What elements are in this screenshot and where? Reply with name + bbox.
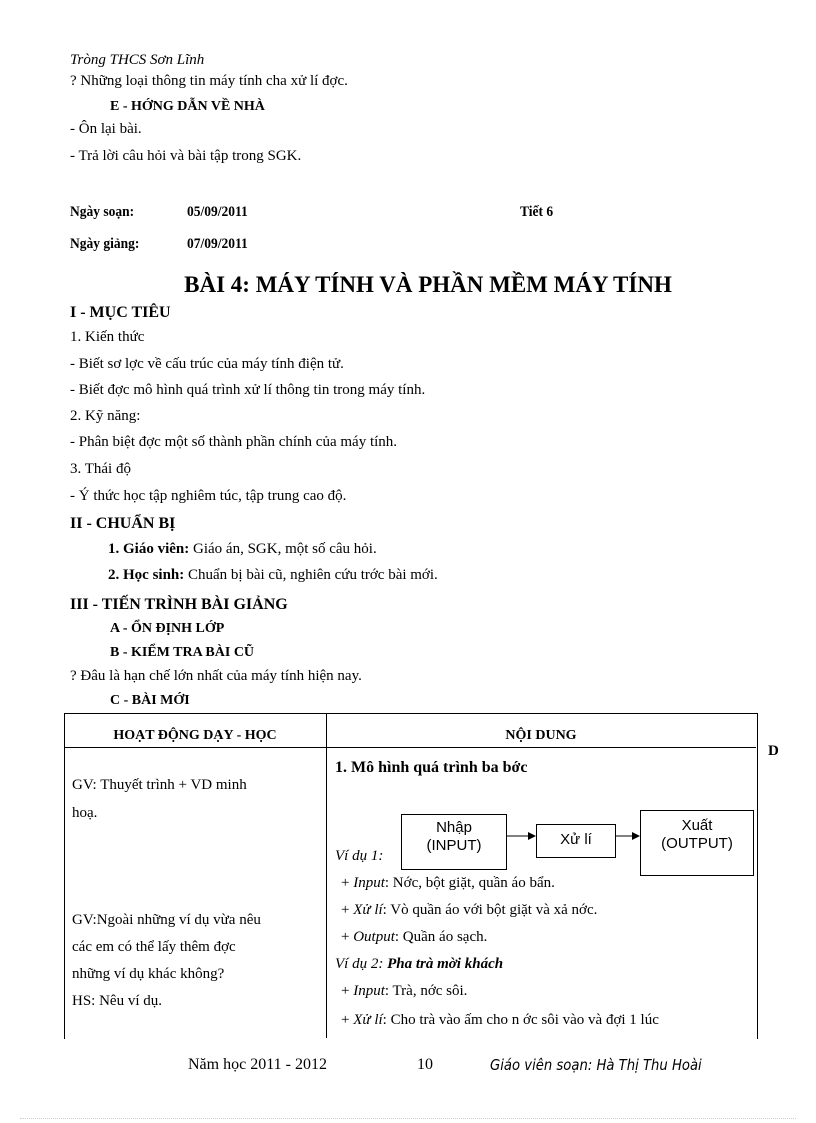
objective-line-3: - Biết đợc mô hình quá trình xử lí thông tin trong máy tính. bbox=[70, 382, 426, 398]
teach-date-label: Ngày giảng: bbox=[70, 236, 140, 252]
prepare-heading: II - CHUẨN BỊ bbox=[70, 515, 176, 532]
footer-dotted-rule bbox=[20, 1118, 796, 1119]
section-e-heading: E - HỚNG DẪN VỀ NHÀ bbox=[110, 99, 265, 114]
review-question-2: ? Đâu là hạn chế lớn nhất của máy tính hiện nay. bbox=[70, 668, 362, 684]
example-1-line-2-text: : Vò quần áo với bột giặt và xả nớc. bbox=[382, 902, 598, 918]
objective-line-1: 1. Kiến thức bbox=[70, 329, 145, 345]
school-header: Tròng THCS Sơn Lĩnh bbox=[70, 52, 205, 68]
example-1-line-3: + Output: Quần áo sạch. bbox=[341, 929, 488, 945]
input-box-line-2: (INPUT) bbox=[426, 837, 482, 854]
prep-date: 05/09/2011 bbox=[187, 204, 248, 220]
objective-line-4: 2. Kỹ năng: bbox=[70, 408, 141, 424]
col-header-content: NỘI DUNG bbox=[505, 728, 577, 743]
lesson-title: BÀI 4: MÁY TÍNH VÀ PHẦN MỀM MÁY TÍNH bbox=[184, 272, 672, 297]
left-gv2-c: những ví dụ khác không? bbox=[72, 966, 225, 982]
lesson-number: Tiết 6 bbox=[520, 204, 554, 220]
margin-letter: D bbox=[768, 743, 779, 759]
example-1-line-1: + Input: Nớc, bột giặt, quần áo bẩn. bbox=[341, 875, 555, 891]
step-a: A - ỔN ĐỊNH LỚP bbox=[110, 621, 225, 636]
objectives-heading: I - MỤC TIÊU bbox=[70, 304, 171, 321]
left-gv1-a: GV: Thuyết trình + VD minh bbox=[72, 777, 247, 793]
example-2-line-1-label: Input bbox=[353, 983, 385, 999]
example-1-line-1-label: Input bbox=[353, 875, 385, 891]
example-1-line-1-text: : Nớc, bột giặt, quần áo bẩn. bbox=[384, 875, 555, 891]
prepare-teacher-label: 1. Giáo viên: bbox=[108, 541, 190, 557]
content-heading: 1. Mô hình quá trình ba bớc bbox=[335, 759, 528, 776]
example-1-line-2-label: Xử lí bbox=[353, 902, 383, 918]
footer-page-number: 10 bbox=[417, 1056, 433, 1073]
example-2-line-1: + Input: Trà, nớc sôi. bbox=[341, 983, 468, 999]
example-1-line-3-label: Output bbox=[353, 929, 395, 945]
left-gv2-a: GV:Ngoài những ví dụ vừa nêu bbox=[72, 912, 261, 928]
example-2-line-1-text: : Trà, nớc sôi. bbox=[384, 983, 468, 999]
example-1-label: Ví dụ 1: bbox=[335, 848, 384, 864]
objective-line-2: - Biết sơ lợc về cấu trúc của máy tính điện tử. bbox=[70, 356, 344, 372]
prepare-student-label: 2. Học sinh: bbox=[108, 567, 185, 583]
example-2-line-2-label: Xử lí bbox=[353, 1012, 383, 1028]
col-header-activity: HOẠT ĐỘNG DẠY - HỌC bbox=[113, 728, 277, 743]
example-1-line-2: + Xử lí: Vò quần áo với bột giặt và xả nớc. bbox=[341, 902, 598, 918]
prepare-student-text: Chuẩn bị bài cũ, nghiên cứu trớc bài mới. bbox=[184, 567, 438, 583]
step-c: C - BÀI MỚI bbox=[110, 693, 190, 708]
example-2-label: Ví dụ 2: bbox=[335, 956, 384, 972]
objective-line-6: 3. Thái độ bbox=[70, 461, 131, 477]
footer-year: Năm học 2011 - 2012 bbox=[188, 1056, 327, 1073]
homework-item-2: - Trả lời câu hỏi và bài tập trong SGK. bbox=[70, 148, 302, 164]
example-2-line-2-text: : Cho trà vào ấm cho n ớc sôi vào và đợi 1 lúc bbox=[382, 1012, 659, 1028]
prep-date-label: Ngày soạn: bbox=[70, 204, 135, 220]
process-heading: III - TIẾN TRÌNH BÀI GIẢNG bbox=[70, 596, 288, 613]
prepare-teacher-text: Giáo án, SGK, một số câu hỏi. bbox=[189, 541, 377, 557]
homework-item-1: - Ôn lại bài. bbox=[70, 121, 142, 137]
example-1-line-3-text: : Quần áo sạch. bbox=[394, 929, 488, 945]
teach-date: 07/09/2011 bbox=[187, 236, 248, 252]
output-box-line-2: (OUTPUT) bbox=[661, 835, 733, 852]
output-box-line-1: Xuất bbox=[681, 817, 713, 834]
review-question: ? Những loại thông tin máy tính cha xử lí đợc. bbox=[70, 73, 348, 89]
footer-teacher: Giáo viên soạn: Hà Thị Thu Hoài bbox=[490, 1056, 702, 1074]
example-2-title: Pha trà mời khách bbox=[387, 956, 504, 972]
objective-line-5: - Phân biệt đợc một số thành phần chính của máy tính. bbox=[70, 434, 398, 450]
left-hs: HS: Nêu ví dụ. bbox=[72, 993, 162, 1009]
left-gv2-b: các em có thể lấy thêm đợc bbox=[72, 939, 236, 955]
step-b: B - KIỂM TRA BÀI CŨ bbox=[110, 645, 255, 660]
example-2-line-2: + Xử lí: Cho trà vào ấm cho n ớc sôi vào và đợi 1 lúc bbox=[341, 1012, 659, 1028]
objective-line-7: - Ý thức học tập nghiêm túc, tập trung cao độ. bbox=[70, 488, 347, 504]
process-box-label: Xử lí bbox=[560, 831, 592, 848]
left-gv1-b: hoạ. bbox=[72, 805, 98, 821]
input-box-line-1: Nhập bbox=[436, 819, 472, 836]
